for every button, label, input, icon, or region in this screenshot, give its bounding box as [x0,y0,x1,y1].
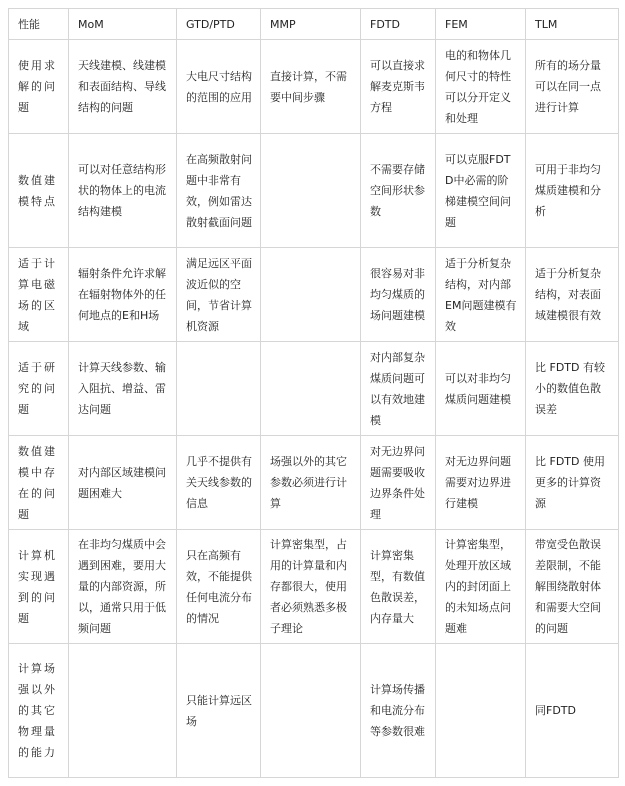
table-cell-fdtd: 对内部复杂煤质问题可以有效地建模 [361,342,436,436]
table-cell-tlm: 带宽受色散误差限制，不能解围绕散射体和需要大空间的问题 [526,530,619,644]
table-cell-gtd-ptd: 在高频散射问题中非常有效，例如雷达散射截面问题 [177,134,261,248]
table-cell-gtd-ptd [177,342,261,436]
header-cell-fdtd: FDTD [361,9,436,40]
table-cell-mmp [261,248,361,342]
table-cell-mom: 天线建模、线建模和表面结构、导线结构的问题 [69,40,177,134]
table-cell-gtd-ptd: 几乎不提供有关天线参数的信息 [177,436,261,530]
table-cell-fem: 可以克服FDTD中必需的阶梯建模空间问题 [436,134,526,248]
table-cell-fem: 计算密集型，处理开放区域内的封闭面上的未知场点问题难 [436,530,526,644]
row-label-cell: 适于计算电磁场的区域 [9,248,69,342]
table-cell-mmp: 直接计算，不需要中间步骤 [261,40,361,134]
table-cell-mom: 在非均匀煤质中会遇到困难，要用大量的内部资源，所以，通常只用于低频问题 [69,530,177,644]
table-cell-mom: 辐射条件允许求解在辐射物体外的任何地点的E和H场 [69,248,177,342]
row-label-cell: 适于研究的问题 [9,342,69,436]
table-cell-mom: 可以对任意结构形状的物体上的电流结构建模 [69,134,177,248]
table-cell-mom [69,644,177,778]
row-label-cell: 使用求解的问题 [9,40,69,134]
table-cell-tlm: 所有的场分量可以在同一点进行计算 [526,40,619,134]
header-cell-tlm: TLM [526,9,619,40]
table-cell-tlm: 可用于非均匀煤质建模和分析 [526,134,619,248]
row-label-cell: 计算机实现遇到的问题 [9,530,69,644]
table-cell-fem: 对无边界问题需要对边界进行建模 [436,436,526,530]
table-cell-mmp: 计算密集型，占用的计算量和内存都很大，使用者必须熟悉多极子理论 [261,530,361,644]
table-cell-fem: 电的和物体几何尺寸的特性可以分开定义和处理 [436,40,526,134]
table-cell-gtd-ptd: 满足远区平面波近似的空间，节省计算机资源 [177,248,261,342]
table-cell-tlm: 比 FDTD 使用更多的计算资源 [526,436,619,530]
table-cell-fdtd: 不需要存储空间形状参数 [361,134,436,248]
table-cell-mmp [261,342,361,436]
row-label-cell: 数值建模特点 [9,134,69,248]
table-cell-mom: 计算天线参数、输入阻抗、增益、雷达问题 [69,342,177,436]
table-cell-fem: 适于分析复杂结构，对内部EM问题建模有效 [436,248,526,342]
table-cell-gtd-ptd: 只在高频有效，不能提供任何电流分布的情况 [177,530,261,644]
table-cell-fdtd: 计算场传播和电流分布等参数很难 [361,644,436,778]
table-cell-mom: 对内部区域建模问题困难大 [69,436,177,530]
header-cell-property: 性能 [9,9,69,40]
table-row [9,530,619,644]
header-cell-mmp: MMP [261,9,361,40]
table-cell-fdtd: 可以直接求解麦克斯韦方程 [361,40,436,134]
table-cell-tlm: 适于分析复杂结构，对表面域建模很有效 [526,248,619,342]
table-cell-tlm: 同FDTD [526,644,619,778]
table-row [9,248,619,342]
row-label-cell: 数值建模中存在的问题 [9,436,69,530]
table-cell-mmp: 场强以外的其它参数必须进行计算 [261,436,361,530]
table-cell-mmp [261,644,361,778]
table-row [9,436,619,530]
table-row [9,342,619,436]
table-cell-fem [436,644,526,778]
table-cell-fdtd: 对无边界问题需要吸收边界条件处理 [361,436,436,530]
header-row [9,9,619,40]
table-cell-fem: 可以对非均匀煤质问题建模 [436,342,526,436]
table-row [9,40,619,134]
table-cell-gtd-ptd: 只能计算远区场 [177,644,261,778]
table-row [9,644,619,778]
header-cell-gtd-ptd: GTD/PTD [177,9,261,40]
table-cell-tlm: 比 FDTD 有较小的数值色散误差 [526,342,619,436]
table-cell-fdtd: 计算密集型，有数值色散误差，内存量大 [361,530,436,644]
table-cell-fdtd: 很容易对非均匀煤质的场问题建模 [361,248,436,342]
table-cell-gtd-ptd: 大电尺寸结构的范围的应用 [177,40,261,134]
comparison-table-container [8,8,619,778]
header-cell-mom: MoM [69,9,177,40]
table-row [9,134,619,248]
table-cell-mmp [261,134,361,248]
row-label-cell: 计算场强以外的其它物理量的能力 [9,644,69,778]
header-cell-fem: FEM [436,9,526,40]
em-method-comparison-table [8,8,619,778]
